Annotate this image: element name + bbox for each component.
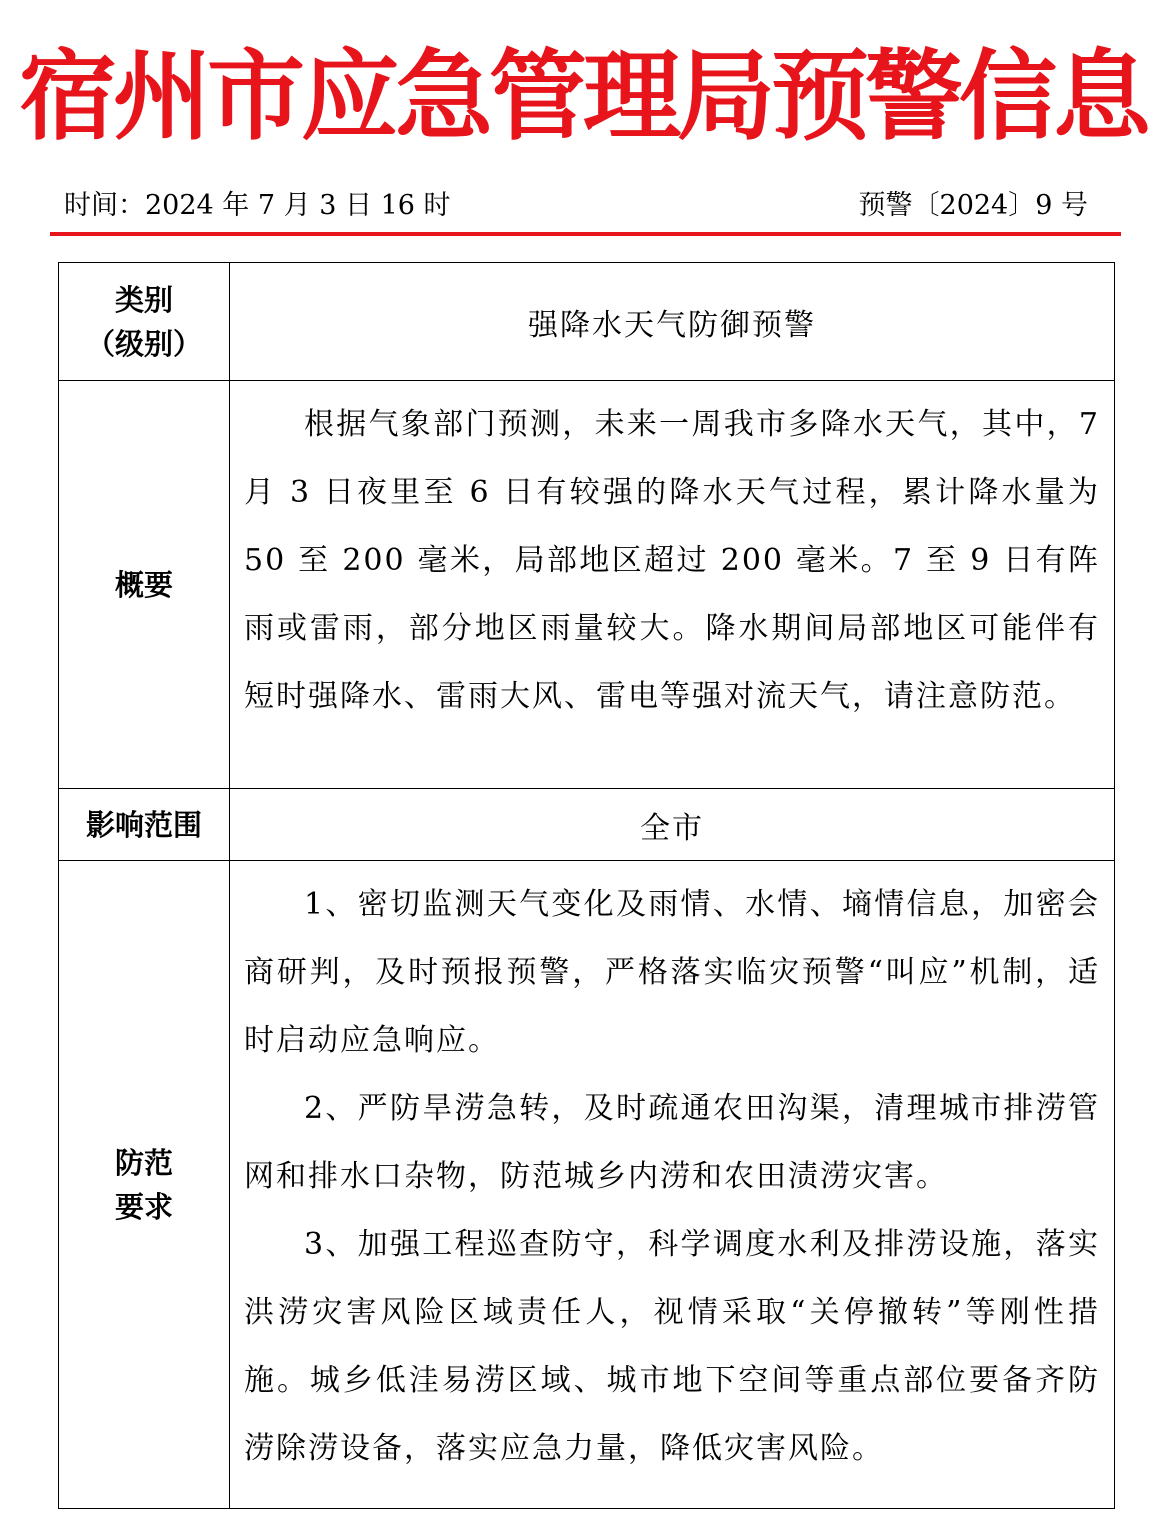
category-value: 强降水天气防御预警: [230, 263, 1115, 381]
document-number: 预警〔2024〕9 号: [858, 190, 1088, 221]
requirements-label-line1: 防范: [114, 1145, 173, 1180]
requirement-item-2: 2、严防旱涝急转，及时疏通农田沟渠，清理城市排涝管网和排水口杂物，防范城乡内涝和农田渍涝灾害。: [244, 1091, 1100, 1194]
issue-time: 时间：2024 年 7 月 3 日 16 时: [64, 190, 451, 221]
warning-info-table: [58, 262, 1115, 1509]
category-label: [59, 263, 230, 381]
header-divider: [50, 232, 1121, 236]
table-row-summary: [59, 381, 1115, 789]
category-label-line2: （级别）: [85, 326, 202, 361]
document-title: 宿州市应急管理局预警信息: [18, 40, 1147, 154]
requirements-label-line2: 要求: [114, 1189, 173, 1224]
summary-label: 概要: [59, 381, 230, 789]
requirement-item-3: 3、加强工程巡查防守，科学调度水利及排涝设施，落实洪涝灾害风险区域责任人，视情采取“关停撤转”等刚性措施。城乡低洼易涝区域、城市地下空间等重点部位要备齐防涝除涝设备，落实应急力量，降低灾害风险。: [244, 1227, 1100, 1466]
category-label-line1: 类别: [114, 282, 173, 317]
requirement-item-1: 1、密切监测天气变化及雨情、水情、墒情信息，加密会商研判，及时预报预警，严格落实临灾预警“叫应”机制，适时启动应急响应。: [244, 887, 1100, 1058]
table-row-scope: [59, 789, 1115, 861]
summary-cell: [230, 381, 1115, 789]
requirements-cell: [230, 861, 1115, 1509]
table-row-requirements: [59, 861, 1115, 1509]
table-row-category: [59, 263, 1115, 381]
summary-text: 根据气象部门预测，未来一周我市多降水天气，其中，7 月 3 日夜里至 6 日有较强的降水天气过程，累计降水量为 50 至 200 毫米，局部地区超过 200 毫米。7 至 9 日有阵雨或雷雨，部分地区雨量较大。降水期间局部地区可能伴有短时强降水、雷雨大风、雷电等强对流天气，请注意防范。: [244, 407, 1100, 714]
scope-label: 影响范围: [59, 789, 230, 861]
scope-value: 全市: [230, 789, 1115, 861]
requirements-label: [59, 861, 230, 1509]
